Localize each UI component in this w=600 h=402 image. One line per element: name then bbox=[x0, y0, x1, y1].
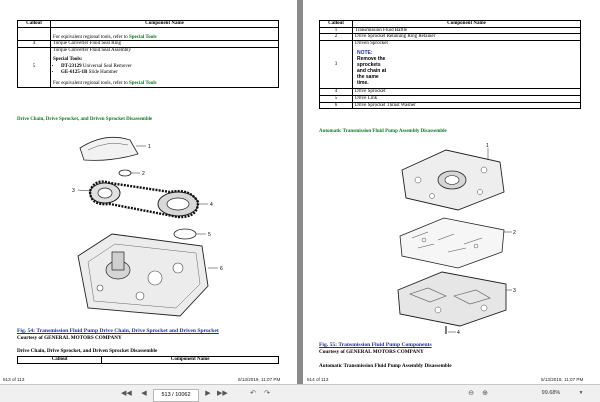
page-footer-right: 5/13/2019, 11:07 PM bbox=[238, 377, 281, 382]
callout-label: 6 bbox=[220, 266, 223, 272]
callout-label: 5 bbox=[208, 232, 211, 238]
callout-header: Callout bbox=[320, 21, 353, 28]
callout-label: 3 bbox=[513, 288, 516, 294]
next-page-icon[interactable]: ▶ bbox=[205, 390, 211, 397]
section-subheading: Drive Chain, Drive Sprocket, and Driven Sprocket Disassemble bbox=[17, 348, 158, 354]
special-tools-list: • DT-23129 Universal Seal Remover • GE-6125-1B Slide Hammer bbox=[61, 64, 276, 75]
viewer-toolbar bbox=[0, 384, 600, 402]
table-row: For equivalent regional tools, refer to Special Tools bbox=[18, 27, 279, 41]
zoom-level[interactable]: 99.68% bbox=[541, 390, 561, 396]
figure-courtesy: Courtesy of GENERAL MOTORS COMPANY bbox=[319, 349, 424, 355]
forward-icon[interactable]: ↷ bbox=[264, 390, 270, 397]
zoom-out-icon[interactable]: ⊖ bbox=[468, 390, 474, 397]
figure-courtesy: Courtesy of GENERAL MOTORS COMPANY bbox=[17, 335, 122, 341]
table-row: 3 Driven Sprocket NOTE: Remove the sprockets and chain at the same time. bbox=[320, 40, 581, 89]
table-row: 5 Torque Converter Fluid Seal Assembly Special Tools: • DT-23129 Universal Seal Remover • GE-6125-1B Slide Hammer For equivalent regional tools, refer to Special Tools bbox=[18, 47, 279, 87]
first-page-icon[interactable]: ◀◀ bbox=[121, 390, 132, 397]
section-subheading: Automatic Transmission Fluid Pump Assembly Disassemble bbox=[319, 363, 452, 369]
document-page-right bbox=[303, 0, 600, 384]
special-tools-link[interactable]: Special Tools bbox=[128, 81, 157, 87]
table-row: 6 Drive Sprocket Thrust Washer bbox=[320, 102, 581, 109]
table-row: 5 Drive Link bbox=[320, 95, 581, 102]
page-number-input[interactable] bbox=[153, 389, 199, 402]
figure-caption-link[interactable]: Fig. 54: Transmission Fluid Pump Drive Chain, Drive Sprocket and Driven Sprocket bbox=[17, 328, 219, 334]
callout-label: 2 bbox=[513, 230, 516, 236]
component-name-header: Component Name bbox=[51, 21, 279, 28]
component-name-header: Component Name bbox=[102, 357, 279, 364]
callout-label: 4 bbox=[457, 330, 460, 336]
callout-label: 1 bbox=[486, 143, 489, 149]
page-footer-left: 513 of 113 bbox=[3, 377, 25, 382]
callout-label: 2 bbox=[142, 171, 145, 177]
callout-label: 4 bbox=[210, 202, 213, 208]
table-row: 2 Drive Sprocket Retaining Ring Retainer bbox=[320, 34, 581, 41]
figure-54-drawing bbox=[60, 128, 240, 323]
components-table bbox=[319, 20, 581, 109]
table-row: 4 Torque Converter Fluid Seal Ring bbox=[18, 41, 279, 48]
figure-heading: Drive Chain, Drive Sprocket, and Driven Sprocket Disassemble bbox=[17, 117, 153, 122]
note-box: NOTE: Remove the sprockets and chain at the same time. bbox=[357, 50, 387, 87]
callout-header: Callout bbox=[18, 21, 51, 28]
last-page-icon[interactable]: ▶▶ bbox=[217, 390, 228, 397]
table-row: 4 Drive Sprocket bbox=[320, 89, 581, 96]
page-footer-right: 5/13/2019, 11:07 PM bbox=[541, 377, 584, 382]
page-footer-left: 514 of 113 bbox=[307, 377, 329, 382]
table-row: 1 Transmission Fluid Baffle bbox=[320, 27, 581, 34]
callout-label: 1 bbox=[148, 144, 151, 150]
components-table-bottom bbox=[17, 356, 279, 364]
figure-55-drawing bbox=[388, 140, 518, 336]
callout-header: Callout bbox=[18, 357, 102, 364]
prev-page-icon[interactable]: ◀ bbox=[141, 390, 147, 397]
zoom-menu-icon[interactable]: ▼ bbox=[578, 390, 584, 396]
special-tools-link[interactable]: Special Tools bbox=[128, 34, 157, 40]
back-icon[interactable]: ↶ bbox=[250, 390, 256, 397]
figure-heading: Automatic Transmission Fluid Pump Assembly Disassemble bbox=[319, 129, 447, 134]
components-table-top bbox=[17, 20, 279, 88]
zoom-in-icon[interactable]: ⊕ bbox=[482, 390, 488, 397]
callout-label: 3 bbox=[72, 188, 75, 194]
component-name-header: Component Name bbox=[353, 21, 581, 28]
figure-caption-link[interactable]: Fig. 55: Transmission Fluid Pump Components bbox=[319, 342, 432, 348]
document-page-left bbox=[0, 0, 297, 384]
